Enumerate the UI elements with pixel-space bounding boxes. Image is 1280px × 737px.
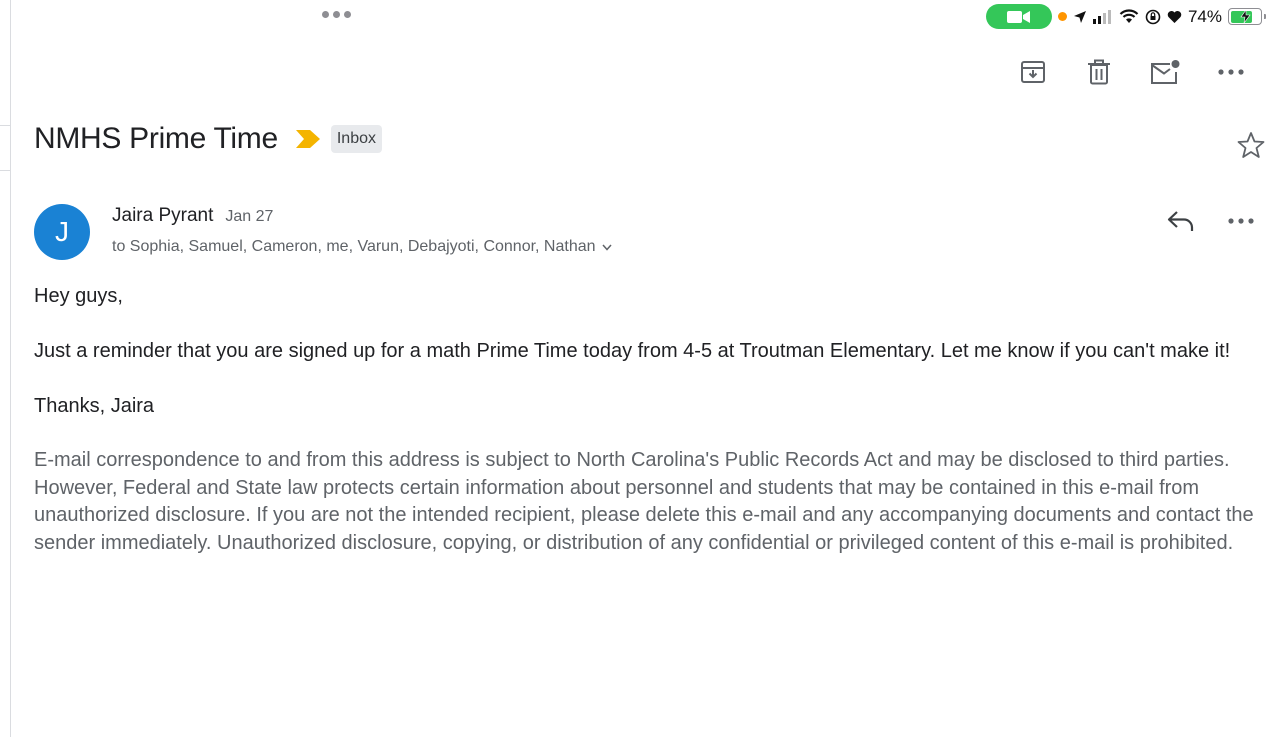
divider [0, 170, 11, 171]
star-button[interactable] [1236, 130, 1266, 160]
mark-unread-icon [1149, 58, 1181, 86]
more-icon [1228, 218, 1254, 224]
body-signoff: Thanks, Jaira [34, 395, 155, 417]
body-greeting: Hey guys, [34, 285, 123, 307]
star-icon [1237, 131, 1265, 159]
previous-pane-edge[interactable] [0, 0, 11, 737]
message-more-button[interactable] [1223, 205, 1259, 237]
delete-button[interactable] [1066, 56, 1132, 88]
multitask-handle[interactable] [322, 11, 351, 18]
message-toolbar [1000, 56, 1264, 88]
facetime-camera-icon[interactable] [986, 4, 1052, 29]
message-body [34, 282, 1258, 584]
more-options-button[interactable] [1198, 56, 1264, 88]
recipients-line[interactable] [112, 238, 612, 256]
reply-button[interactable] [1163, 205, 1199, 237]
inbox-label-chip[interactable]: Inbox [331, 125, 382, 153]
body-paragraph: Just a reminder that you are signed up for a math Prime Time today from 4-5 at Troutman Elementary. Let me know if you can't make it! [34, 340, 1231, 362]
privacy-indicator-icon [1058, 12, 1067, 21]
sender-line [112, 205, 273, 227]
recipients-text: to Sophia, Samuel, Cameron, me, Varun, Debajyoti, Connor, Nathan [112, 238, 596, 255]
battery-charging-icon [1228, 8, 1262, 25]
orientation-lock-icon [1145, 9, 1161, 25]
sender-name[interactable]: Jaira Pyrant [112, 205, 214, 226]
importance-marker-icon[interactable] [295, 129, 321, 149]
archive-icon [1020, 59, 1046, 85]
wifi-icon [1119, 9, 1139, 24]
battery-percent: 74% [1187, 6, 1222, 26]
more-icon [1218, 69, 1244, 75]
sender-avatar[interactable]: J [34, 204, 90, 260]
location-arrow-icon [1073, 10, 1087, 24]
mark-unread-button[interactable] [1132, 56, 1198, 88]
subject-row [34, 118, 382, 160]
archive-button[interactable] [1000, 56, 1066, 88]
heart-icon [1167, 10, 1182, 24]
email-date: Jan 27 [225, 208, 274, 225]
legal-disclaimer: E-mail correspondence to and from this address is subject to North Carolina's Public Records Act and may be disclosed to third parties. However, Federal and State law protects certain information about personnel and students that may be contained in this e-mail from unauthorized disclosure. If you are not the intended recipient, please delete this e-mail and any accompanying documents and contact the sender immediately. Unauthorized disclosure, copying, or distribution of any confidential or privileged content of this e-mail is prohibited. [34, 449, 1254, 554]
chevron-down-icon [602, 244, 612, 251]
email-subject: NMHS Prime Time [34, 122, 278, 155]
status-bar [986, 4, 1262, 29]
reply-icon [1167, 210, 1195, 232]
signal-bars-icon [1093, 10, 1113, 24]
divider [0, 125, 11, 126]
trash-icon [1087, 59, 1111, 85]
